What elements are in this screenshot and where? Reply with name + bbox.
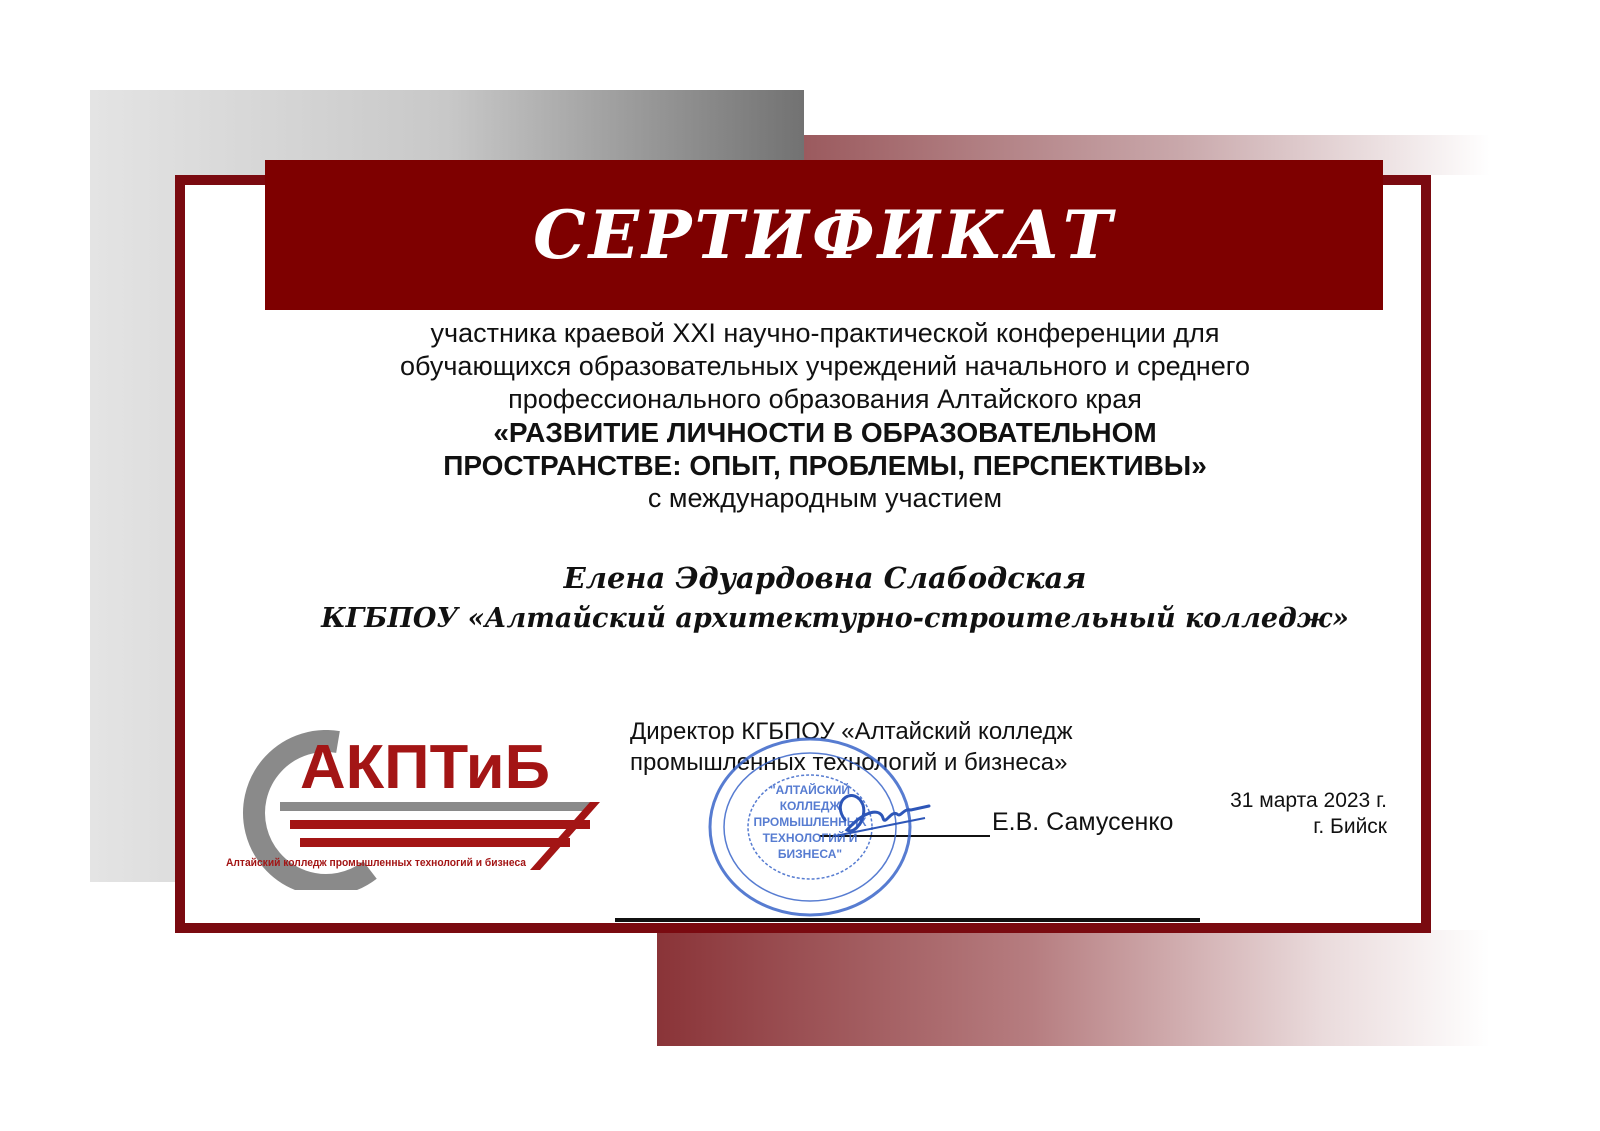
director-name: Е.В. Самусенко — [992, 808, 1174, 836]
director-title-line: промышленных технологий и бизнеса» — [630, 749, 1068, 776]
decor-bottom-gradient — [657, 930, 1490, 1046]
conference-subtitle: с международным участием — [647, 483, 1003, 513]
stamp-text: КОЛЛЕДЖ — [779, 799, 841, 813]
svg-text:АКПТиБ: АКПТиБ — [300, 733, 550, 802]
stamp-text: БИЗНЕСА" — [777, 847, 843, 861]
conference-title-line: «РАЗВИТИЕ ЛИЧНОСТИ В ОБРАЗОВАТЕЛЬНОМ — [493, 417, 1157, 448]
intro-line: участника краевой XXI научно-практической конференции для — [430, 318, 1220, 348]
intro-line: обучающихся образовательных учреждений начального и среднего — [399, 351, 1251, 381]
conference-title-line: ПРОСТРАНСТВЕ: ОПЫТ, ПРОБЛЕМЫ, ПЕРСПЕКТИВЫ» — [443, 450, 1207, 481]
stamp-text: ПРОМЫШЛЕННЫХ — [753, 815, 867, 829]
certificate-title: СЕРТИФИКАТ — [533, 196, 1115, 274]
participant-block — [270, 558, 1380, 640]
stamp-text: ТЕХНОЛОГИЙ И — [762, 831, 858, 845]
stamp-text: "АЛТАЙСКИЙ — [769, 783, 851, 797]
participant-organization: КГБПОУ «Алтайский архитектурно-строительный колледж» — [321, 603, 1349, 634]
director-signature — [825, 780, 935, 850]
title-banner — [265, 160, 1383, 310]
certificate-intro — [270, 317, 1380, 515]
participant-name: Елена Эдуардовна Слабодская — [563, 561, 1087, 595]
director-title-line: Директор КГБПОУ «Алтайский колледж — [630, 718, 1073, 745]
issue-place: г. Бийск — [1313, 815, 1387, 838]
college-logo — [220, 730, 610, 890]
svg-text:Алтайский колледж промышленных: Алтайский колледж промышленных технологий и бизнеса — [226, 857, 527, 869]
issue-date: 31 марта 2023 г. — [1230, 789, 1387, 812]
intro-line: профессионального образования Алтайского края — [508, 384, 1142, 414]
issue-info — [1230, 788, 1387, 840]
